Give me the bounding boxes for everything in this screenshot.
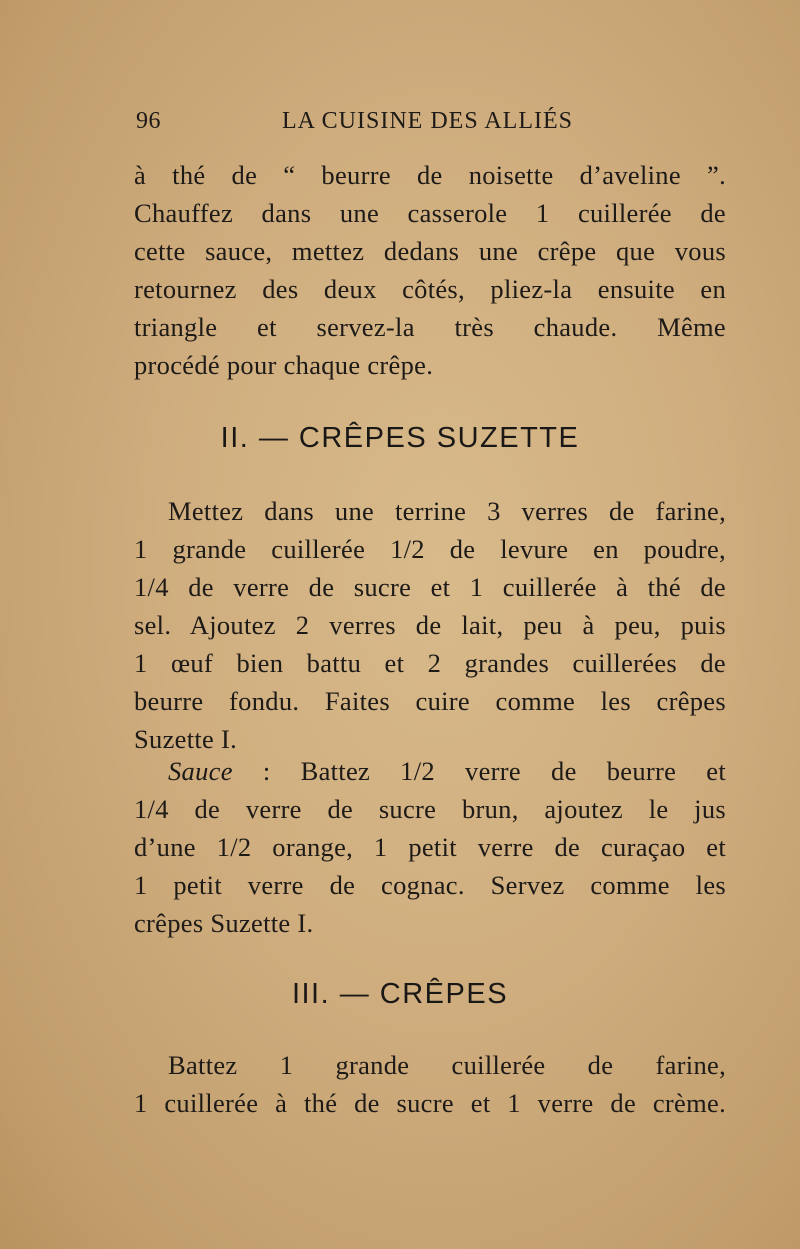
text-line: à thé de “ beurre de noisette d’aveline ”. [134, 160, 726, 190]
text-line [134, 752, 726, 790]
page-header [136, 108, 726, 144]
text-line: Battez 1 grande cuillerée de farine, [168, 1050, 726, 1080]
sauce-first-line: : Battez 1/2 verre de beurre et [232, 756, 726, 786]
text-line: retournez des deux côtés, pliez-la ensuite en [134, 274, 726, 304]
intro-paragraph [134, 156, 726, 384]
text-line: 1/4 de verre de sucre brun, ajoutez le jus [134, 794, 726, 824]
page-number: 96 [136, 108, 161, 134]
text-line: Mettez dans une terrine 3 verres de farine, [168, 496, 726, 526]
text-line: 1 œuf bien battu et 2 grandes cuillerées de [134, 648, 726, 678]
section-heading-crepes-suzette: II. — CRÊPES SUZETTE [220, 422, 580, 454]
text-line: Chauffez dans une casserole 1 cuillerée de [134, 198, 726, 228]
text-line: 1 grande cuillerée 1/2 de levure en poudre, [134, 534, 726, 564]
text-line: d’une 1/2 orange, 1 petit verre de curaçao et [134, 832, 726, 862]
text-line: 1/4 de verre de sucre et 1 cuillerée à thé de [134, 572, 726, 602]
text-line: 1 cuillerée à thé de sucre et 1 verre de crème. [134, 1088, 726, 1118]
sauce-paragraph [134, 752, 726, 942]
recipe-paragraph [134, 492, 726, 758]
text-line: beurre fondu. Faites cuire comme les crêpes [134, 686, 726, 716]
section-heading-crepes: III. — CRÊPES [291, 978, 509, 1010]
text-line: 1 petit verre de cognac. Servez comme les [134, 870, 726, 900]
running-title: LA CUISINE DES ALLIÉS [282, 108, 573, 134]
text-line: Suzette I. [134, 724, 238, 754]
text-line: procédé pour chaque crêpe. [134, 350, 434, 380]
text-line: cette sauce, mettez dedans une crêpe que vous [134, 236, 726, 266]
crepes-paragraph [134, 1046, 726, 1122]
sauce-label: Sauce [168, 756, 233, 786]
text-line: sel. Ajoutez 2 verres de lait, peu à peu, puis [134, 610, 726, 640]
text-line: crêpes Suzette I. [134, 908, 314, 938]
text-line: triangle et servez-la très chaude. Même [134, 312, 726, 342]
